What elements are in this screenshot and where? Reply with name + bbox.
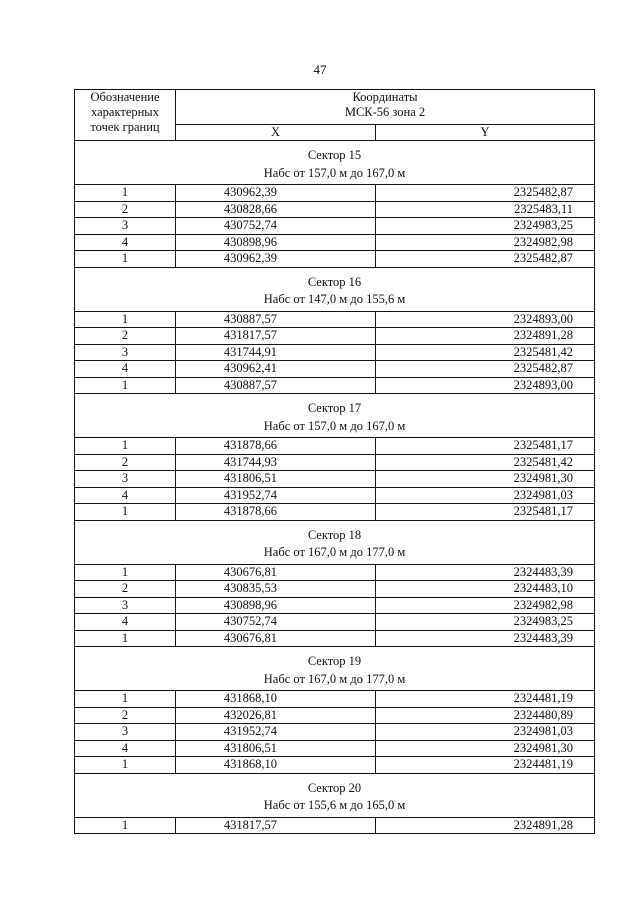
sector-header-row	[75, 141, 595, 185]
y-coordinate-cell: 2324982,98	[376, 597, 595, 614]
table-row	[75, 377, 595, 394]
point-number-cell: 4	[75, 487, 176, 504]
x-coordinate-cell: 430676,81	[176, 564, 376, 581]
sector-title: Сектор 20	[307, 780, 362, 795]
sector-header	[75, 647, 595, 691]
point-number-cell: 4	[75, 361, 176, 378]
point-number-cell: 2	[75, 454, 176, 471]
table-row	[75, 454, 595, 471]
table-row	[75, 234, 595, 251]
x-coordinate-cell: 431868,10	[176, 691, 376, 708]
y-coordinate-cell: 2325482,87	[376, 251, 595, 268]
coordinates-header-line-1: Координаты	[352, 90, 418, 104]
point-number-cell: 1	[75, 564, 176, 581]
sector-header-row	[75, 647, 595, 691]
sector-header-row	[75, 267, 595, 311]
point-header-line-1: Обозначение	[90, 90, 160, 104]
coordinates-table	[74, 89, 595, 834]
table-row	[75, 311, 595, 328]
point-number-cell: 3	[75, 724, 176, 741]
table-row	[75, 361, 595, 378]
table-row	[75, 504, 595, 521]
sector-header	[75, 520, 595, 564]
y-coordinate-cell: 2324982,98	[376, 234, 595, 251]
y-coordinate-cell: 2324483,10	[376, 581, 595, 598]
point-number-cell: 2	[75, 581, 176, 598]
point-number-cell: 1	[75, 377, 176, 394]
point-number-cell: 1	[75, 251, 176, 268]
coordinates-header-line-2: МСК-56 зона 2	[344, 105, 426, 119]
y-coordinate-cell: 2324983,25	[376, 614, 595, 631]
x-coordinate-cell: 430828,66	[176, 201, 376, 218]
x-coordinate-cell: 430887,57	[176, 377, 376, 394]
y-coordinate-cell: 2324983,25	[376, 218, 595, 235]
table-row	[75, 630, 595, 647]
table-row	[75, 564, 595, 581]
table-row	[75, 201, 595, 218]
table-row	[75, 218, 595, 235]
header-row	[75, 90, 595, 125]
point-number-cell: 4	[75, 614, 176, 631]
table-row	[75, 707, 595, 724]
x-coordinate-cell: 431744,93	[176, 454, 376, 471]
x-coordinate-cell: 430887,57	[176, 311, 376, 328]
y-coordinate-cell: 2325481,17	[376, 504, 595, 521]
table-row	[75, 471, 595, 488]
point-designation-header	[75, 90, 176, 141]
sector-height-range: Набс от 167,0 м до 177,0 м	[263, 545, 406, 559]
point-number-cell: 3	[75, 344, 176, 361]
y-coordinate-cell: 2325482,87	[376, 361, 595, 378]
sector-header	[75, 141, 595, 185]
x-coordinate-cell: 431952,74	[176, 724, 376, 741]
table-row	[75, 487, 595, 504]
x-coordinate-cell: 430898,96	[176, 597, 376, 614]
point-number-cell: 1	[75, 438, 176, 455]
table-row	[75, 724, 595, 741]
y-coordinate-cell: 2325481,17	[376, 438, 595, 455]
x-column-header: X	[176, 125, 376, 141]
y-coordinate-cell: 2324480,89	[376, 707, 595, 724]
point-number-cell: 2	[75, 707, 176, 724]
point-number-cell: 3	[75, 597, 176, 614]
x-coordinate-cell: 431817,57	[176, 817, 376, 834]
page-number: 47	[313, 62, 327, 77]
point-number-cell: 1	[75, 757, 176, 774]
sector-title: Сектор 16	[307, 274, 362, 289]
y-coordinate-cell: 2324483,39	[376, 630, 595, 647]
x-coordinate-cell: 430835,53	[176, 581, 376, 598]
table-row	[75, 597, 595, 614]
x-coordinate-cell: 431878,66	[176, 504, 376, 521]
point-number-cell: 1	[75, 691, 176, 708]
point-number-cell: 1	[75, 185, 176, 202]
sector-height-range: Набс от 155,6 м до 165,0 м	[263, 798, 406, 812]
point-number-cell: 4	[75, 740, 176, 757]
point-number-cell: 1	[75, 311, 176, 328]
table-row	[75, 438, 595, 455]
x-coordinate-cell: 430962,41	[176, 361, 376, 378]
point-number-cell: 2	[75, 201, 176, 218]
x-coordinate-cell: 430676,81	[176, 630, 376, 647]
sector-header	[75, 773, 595, 817]
sector-title: Сектор 17	[307, 401, 362, 415]
x-coordinate-cell: 430752,74	[176, 218, 376, 235]
x-coordinate-cell: 431806,51	[176, 740, 376, 757]
point-header-line-3: точек границ	[90, 120, 160, 134]
x-coordinate-cell: 430752,74	[176, 614, 376, 631]
point-number-cell: 1	[75, 630, 176, 647]
y-coordinate-cell: 2325483,11	[376, 201, 595, 218]
table-row	[75, 740, 595, 757]
x-coordinate-cell: 431878,66	[176, 438, 376, 455]
sector-height-range: Набс от 167,0 м до 177,0 м	[263, 671, 406, 686]
coordinates-header	[176, 90, 595, 125]
point-number-cell: 1	[75, 504, 176, 521]
y-coordinate-cell: 2324893,00	[376, 311, 595, 328]
point-number-cell: 1	[75, 817, 176, 834]
sector-title: Сектор 18	[307, 527, 362, 542]
point-number-cell: 2	[75, 328, 176, 345]
y-coordinate-cell: 2325482,87	[376, 185, 595, 202]
sector-height-range: Набс от 157,0 м до 167,0 м	[263, 165, 406, 180]
y-coordinate-cell: 2324981,30	[376, 740, 595, 757]
sector-header	[75, 267, 595, 311]
sector-header-row	[75, 394, 595, 438]
sector-header-row	[75, 520, 595, 564]
y-coordinate-cell: 2324891,28	[376, 817, 595, 834]
sector-header	[75, 394, 595, 438]
table-row	[75, 344, 595, 361]
y-coordinate-cell: 2324893,00	[376, 377, 595, 394]
point-number-cell: 3	[75, 218, 176, 235]
x-coordinate-cell: 430962,39	[176, 251, 376, 268]
x-coordinate-cell: 430898,96	[176, 234, 376, 251]
sector-height-range: Набс от 147,0 м до 155,6 м	[263, 292, 406, 306]
x-coordinate-cell: 430962,39	[176, 185, 376, 202]
x-coordinate-cell: 431744,91	[176, 344, 376, 361]
table-row	[75, 185, 595, 202]
point-header-line-2: характерных	[91, 105, 159, 119]
y-coordinate-cell: 2325481,42	[376, 344, 595, 361]
point-number-cell: 4	[75, 234, 176, 251]
y-coordinate-cell: 2324481,19	[376, 757, 595, 774]
x-coordinate-cell: 431868,10	[176, 757, 376, 774]
sector-header-row	[75, 773, 595, 817]
table-row	[75, 251, 595, 268]
table-row	[75, 817, 595, 834]
y-column-header: Y	[376, 125, 595, 141]
sector-height-range: Набс от 157,0 м до 167,0 м	[263, 418, 406, 433]
y-coordinate-cell: 2324481,19	[376, 691, 595, 708]
y-coordinate-cell: 2324891,28	[376, 328, 595, 345]
sector-title: Сектор 19	[307, 654, 362, 668]
x-coordinate-cell: 431817,57	[176, 328, 376, 345]
sector-title: Сектор 15	[307, 148, 362, 162]
table-row	[75, 328, 595, 345]
y-coordinate-cell: 2325481,42	[376, 454, 595, 471]
x-coordinate-cell: 431806,51	[176, 471, 376, 488]
table-row	[75, 691, 595, 708]
table-row	[75, 581, 595, 598]
point-number-cell: 3	[75, 471, 176, 488]
x-coordinate-cell: 432026,81	[176, 707, 376, 724]
y-coordinate-cell: 2324981,30	[376, 471, 595, 488]
y-coordinate-cell: 2324981,03	[376, 487, 595, 504]
x-coordinate-cell: 431952,74	[176, 487, 376, 504]
table-row	[75, 614, 595, 631]
y-coordinate-cell: 2324981,03	[376, 724, 595, 741]
table-row	[75, 757, 595, 774]
y-coordinate-cell: 2324483,39	[376, 564, 595, 581]
